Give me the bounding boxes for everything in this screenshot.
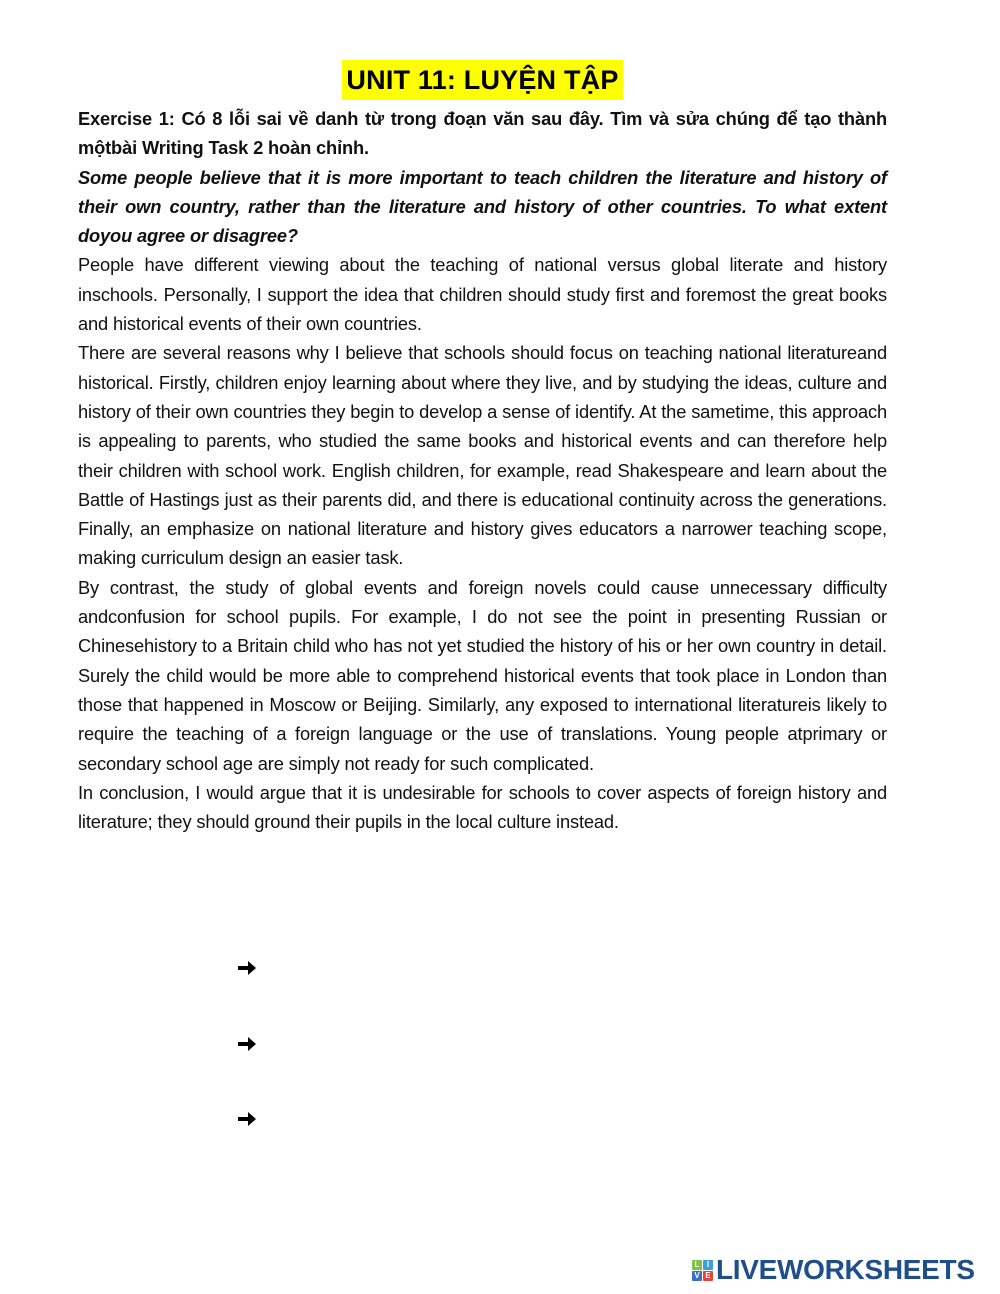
arrow-right-icon <box>236 1034 258 1054</box>
logo-cell-e: E <box>703 1271 713 1281</box>
logo-cell-l: L <box>692 1260 702 1270</box>
title-wrap <box>78 60 887 102</box>
logo-cell-v: V <box>692 1271 702 1281</box>
worksheet-page <box>78 60 887 836</box>
logo-text: LIVEWORKSHEETS <box>716 1254 975 1285</box>
liveworksheets-logo[interactable] <box>692 1255 975 1285</box>
essay-body <box>78 250 887 836</box>
essay-paragraph-body-2: By contrast, the study of global events and foreign novels could cause unnecessary difficulty andconfusion for school pupils. For example, I do not see the point in presenting Russian or Chinesehistory to a Britain child who has not yet studied the history of his or her own country in detail. Surely the child would be more able to comprehend historical events that took place in London than those that happened in Moscow or Beijing. Similarly, any exposed to international literatureis likely to require the teaching of a foreign language or the use of translations. Young people atprimary or secondary school age are simply not ready for such complicated. <box>78 576 887 774</box>
live-logo-icon <box>692 1260 713 1281</box>
essay-prompt: Some people believe that it is more important to teach children the literature and history of their own country, rather than the literature and history of other countries. To what extent doyou agree or disagree? <box>78 166 887 247</box>
page-title: UNIT 11: LUYỆN TẬP <box>342 60 622 100</box>
logo-cell-i: I <box>703 1260 713 1270</box>
arrow-right-icon <box>236 958 258 978</box>
essay-paragraph-conclusion: In conclusion, I would argue that it is undesirable for schools to cover aspects of foreign history and literature; they should ground their pupils in the local culture instead. <box>78 781 887 833</box>
arrow-right-icon <box>236 1109 258 1129</box>
exercise-instruction: Exercise 1: Có 8 lỗi sai về danh từ trong đoạn văn sau đây. Tìm và sửa chúng để tạo thành mộtbài Writing Task 2 hoàn chỉnh. <box>78 108 887 159</box>
essay-paragraph-body-1: There are several reasons why I believe that schools should focus on teaching national literatureand historical. Firstly, children enjoy learning about where they live, and by studying the ideas, culture and history of their own countries they begin to develop a sense of identify. At the sametime, this approach is appealing to parents, who studied the same books and historical events and can therefore help their children with school work. English children, for example, read Shakespeare and learn about the Battle of Hastings just as their parents did, and there is educational continuity across the generations. Finally, an emphasize on national literature and history gives educators a narrower teaching scope, making curriculum design an easier task. <box>78 342 887 569</box>
essay-paragraph-intro: People have different viewing about the teaching of national versus global literate and history inschools. Personally, I support the idea that children should study first and foremost the great books and historical events of their own countries. <box>78 254 887 335</box>
